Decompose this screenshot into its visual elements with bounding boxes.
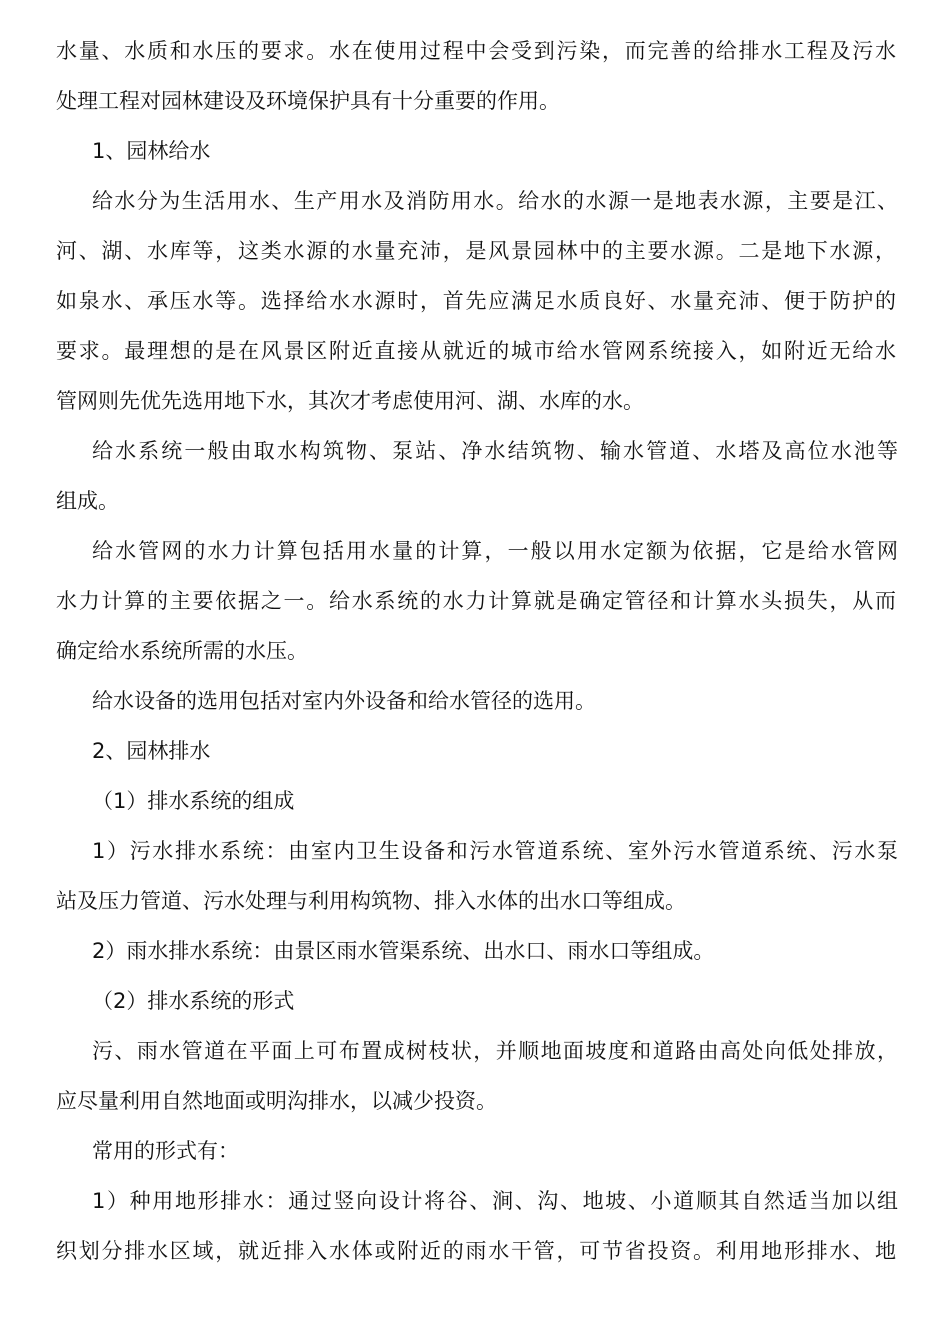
paragraph-line: 如泉水、承压水等。选择给水水源时，首先应满足水质良好、水量充沛、便于防护的 <box>56 289 896 313</box>
subsection-heading: （1）排水系统的组成 <box>92 789 295 813</box>
paragraph-line: 1）种用地形排水：通过竖向设计将谷、涧、沟、地坡、小道顺其自然适当加以组 <box>92 1189 898 1213</box>
paragraph-line: 河、湖、水库等，这类水源的水量充沛，是风景园林中的主要水源。二是地下水源， <box>56 239 896 263</box>
paragraph-line: 给水管网的水力计算包括用水量的计算，一般以用水定额为依据，它是给水管网 <box>92 539 898 563</box>
paragraph-line: 给水系统一般由取水构筑物、泵站、净水结筑物、输水管道、水塔及高位水池等 <box>92 439 898 463</box>
paragraph-line: 管网则先优先选用地下水，其次才考虑使用河、湖、水库的水。 <box>56 389 644 413</box>
paragraph-line: 给水分为生活用水、生产用水及消防用水。给水的水源一是地表水源，主要是江、 <box>92 189 898 213</box>
paragraph-line: 要求。最理想的是在风景区附近直接从就近的城市给水管网系统接入，如附近无给水 <box>56 339 896 363</box>
section-heading-drainage: 2、园林排水 <box>92 739 211 763</box>
paragraph-line: 织划分排水区域，就近排入水体或附近的雨水干管，可节省投资。利用地形排水、地 <box>56 1239 896 1263</box>
paragraph-line: 1）污水排水系统：由室内卫生设备和污水管道系统、室外污水管道系统、污水泵 <box>92 839 898 863</box>
subsection-heading: （2）排水系统的形式 <box>92 989 295 1013</box>
paragraph-line: 给水设备的选用包括对室内外设备和给水管径的选用。 <box>92 689 596 713</box>
paragraph-line: 水量、水质和水压的要求。水在使用过程中会受到污染，而完善的给排水工程及污水 <box>56 39 896 63</box>
section-heading-water-supply: 1、园林给水 <box>92 139 211 163</box>
paragraph-line: 组成。 <box>56 489 119 513</box>
paragraph-line: 水力计算的主要依据之一。给水系统的水力计算就是确定管径和计算水头损失，从而 <box>56 589 896 613</box>
paragraph-line: 确定给水系统所需的水压。 <box>56 639 308 663</box>
paragraph-line: 2）雨水排水系统：由景区雨水管渠系统、出水口、雨水口等组成。 <box>92 939 715 963</box>
paragraph-line: 常用的形式有： <box>92 1139 239 1163</box>
paragraph-line: 应尽量利用自然地面或明沟排水，以减少投资。 <box>56 1089 497 1113</box>
paragraph-line: 处理工程对园林建设及环境保护具有十分重要的作用。 <box>56 89 560 113</box>
paragraph-line: 站及压力管道、污水处理与利用构筑物、排入水体的出水口等组成。 <box>56 889 686 913</box>
paragraph-line: 污、雨水管道在平面上可布置成树枝状，并顺地面坡度和道路由高处向低处排放， <box>92 1039 898 1063</box>
